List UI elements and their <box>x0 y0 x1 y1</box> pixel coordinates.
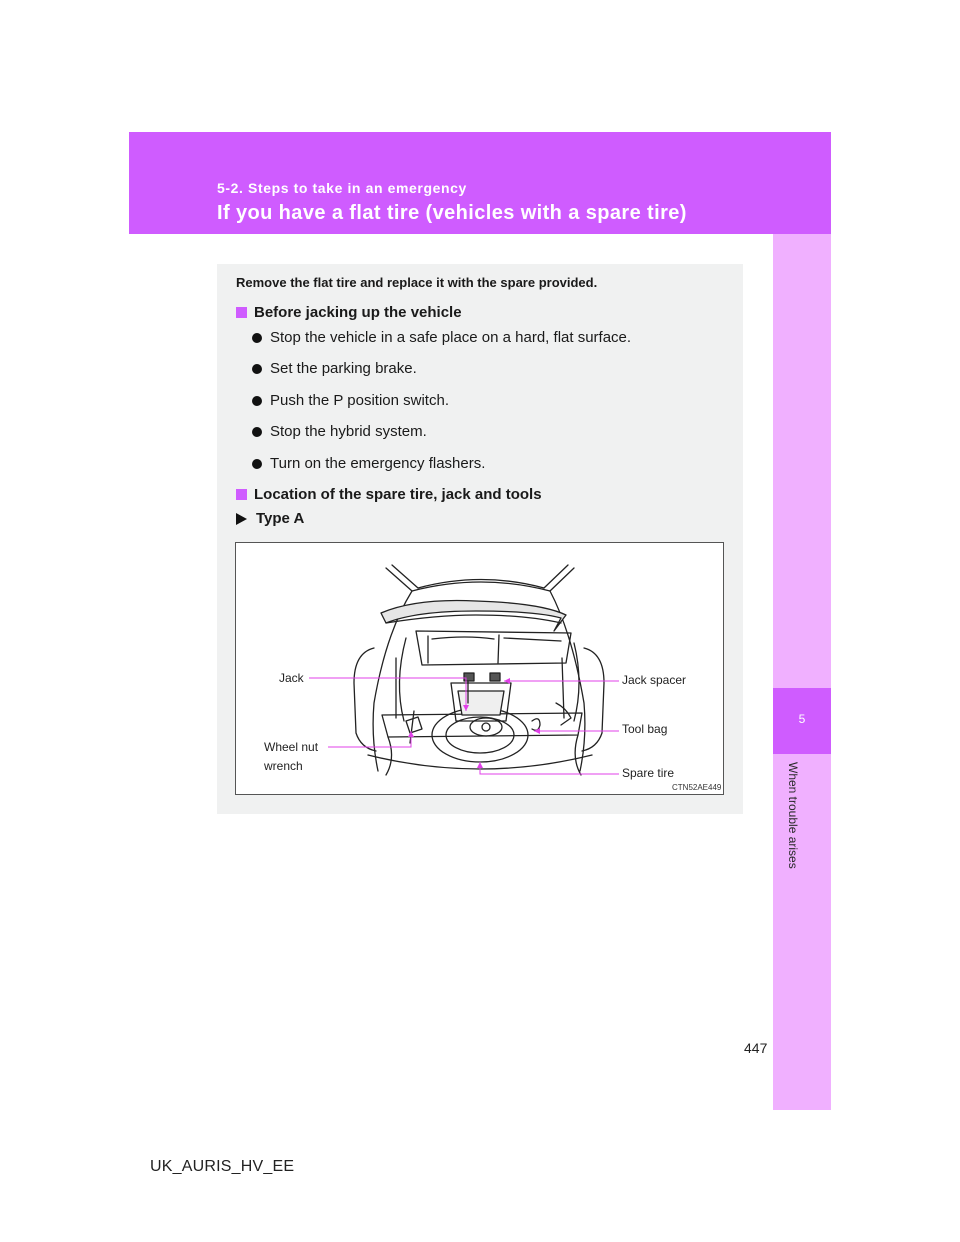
page-title: If you have a flat tire (vehicles with a spare tire) <box>217 202 687 224</box>
bullet-dot-icon <box>252 364 262 374</box>
location-heading <box>236 486 542 503</box>
list-item <box>252 392 449 409</box>
luggage-area-figure <box>235 542 724 795</box>
bullet-dot-icon <box>252 459 262 469</box>
section-label: 5-2. Steps to take in an emergency <box>217 180 467 196</box>
square-bullet-icon <box>236 489 247 500</box>
list-item-text: Stop the vehicle in a safe place on a hard, flat surface. <box>270 329 632 346</box>
bullet-dot-icon <box>252 396 262 406</box>
square-bullet-icon <box>236 307 247 318</box>
before-jacking-heading-label: Before jacking up the vehicle <box>254 304 462 321</box>
intro-text: Remove the flat tire and replace it with the spare provided. <box>236 275 598 290</box>
callout-wheel-nut-wrench-line2: wrench <box>264 759 303 773</box>
triangle-pointer-icon <box>236 513 247 525</box>
list-item-text: Turn on the emergency flashers. <box>270 455 486 472</box>
list-item <box>252 423 427 440</box>
chapter-number: 5 <box>798 712 806 726</box>
callout-leader-lines <box>236 543 724 795</box>
type-label <box>236 510 304 527</box>
bullet-dot-icon <box>252 427 262 437</box>
page-number: 447 <box>744 1040 768 1056</box>
before-jacking-heading <box>236 304 462 321</box>
type-label-text: Type A <box>256 510 305 527</box>
callout-jack: Jack <box>279 671 304 685</box>
list-item <box>252 455 485 472</box>
chapter-name: When trouble arises <box>786 762 800 869</box>
callout-jack-spacer: Jack spacer <box>622 673 687 687</box>
list-item-text: Push the P position switch. <box>270 392 449 409</box>
callout-tool-bag: Tool bag <box>622 722 668 736</box>
location-heading-label: Location of the spare tire, jack and tools <box>254 486 542 503</box>
list-item <box>252 329 631 346</box>
footer-code: UK_AURIS_HV_EE <box>150 1158 295 1175</box>
list-item-text: Stop the hybrid system. <box>270 423 427 440</box>
bullet-dot-icon <box>252 333 262 343</box>
chapter-side-tab <box>773 234 831 1110</box>
callout-wheel-nut-wrench-line1: Wheel nut <box>264 740 319 754</box>
figure-code: CTN52AE449 <box>672 783 722 792</box>
callout-spare-tire: Spare tire <box>622 766 675 780</box>
list-item-text: Set the parking brake. <box>270 360 417 377</box>
list-item <box>252 360 417 377</box>
